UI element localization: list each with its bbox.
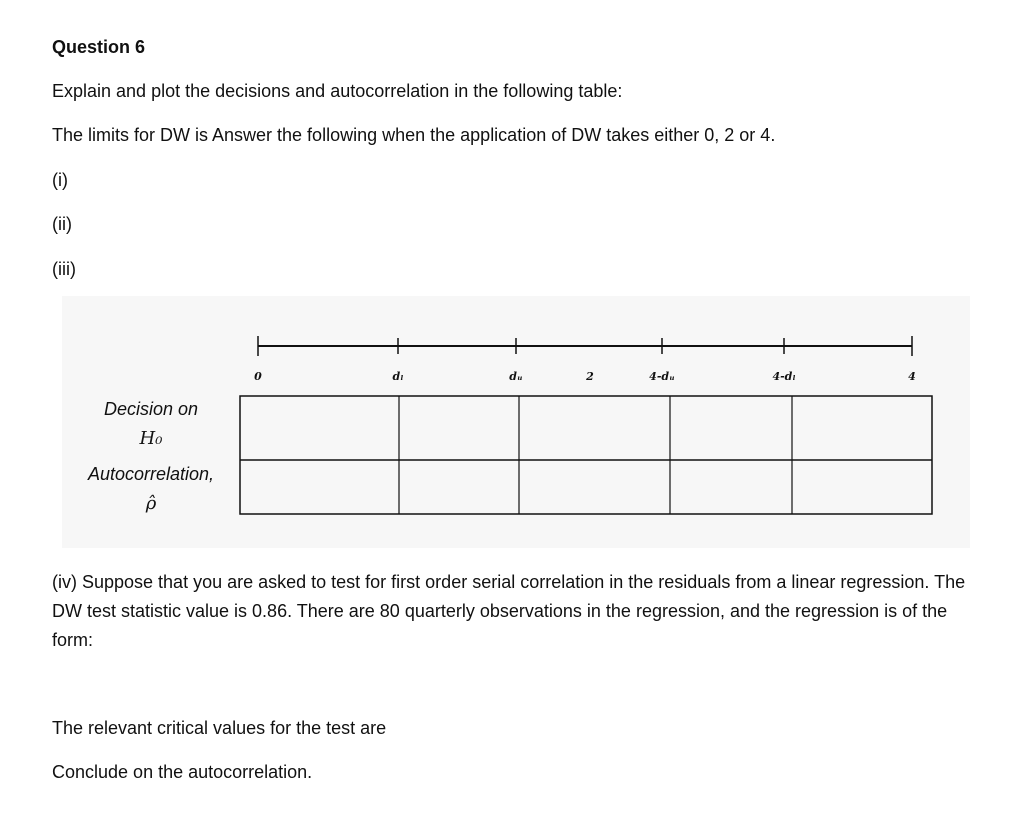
axis-tick-label-0: 0 [254,370,262,383]
critical-values-text: The relevant critical values for the test are [52,718,387,738]
dw-scale-svg [62,296,970,548]
item-iii: (iii) [52,259,76,279]
axis-tick-label-3: 2 [586,370,594,383]
axis-tick-label-2: dᵤ [509,370,523,383]
dw-decision-figure [62,296,970,548]
axis-tick-label-4: 4-dᵤ [649,370,675,383]
conclude-text: Conclude on the autocorrelation. [52,762,313,782]
axis-tick-label-6: 4 [908,370,916,383]
axis-ticks [254,338,916,383]
limits-text: The limits for DW is Answer the following when the application of DW takes either 0, 2 or 4. [52,125,776,145]
decision-table [240,396,932,514]
item-i: (i) [52,170,68,190]
decision-label-h0: H₀ [139,428,163,449]
autocorrelation-label-rho: ρ̂ [145,493,157,514]
question-title: Question 6 [52,37,146,57]
item-ii: (ii) [52,214,72,234]
autocorrelation-label-line1: Autocorrelation, [87,464,215,484]
decision-label-line1: Decision on [103,399,199,419]
axis-tick-label-1: dₗ [392,370,404,383]
axis-tick-label-5: 4-dₗ [772,370,796,383]
table-border [240,396,932,514]
intro-text: Explain and plot the decisions and autocorrelation in the following table: [52,81,623,101]
part-iv-text: (iv) Suppose that you are asked to test for first order serial correlation in the residuals from a linear regression. The DW test statistic value is 0.86. There are 80 quarterly observations in the regression, and the regression is of the form: [52,572,966,650]
